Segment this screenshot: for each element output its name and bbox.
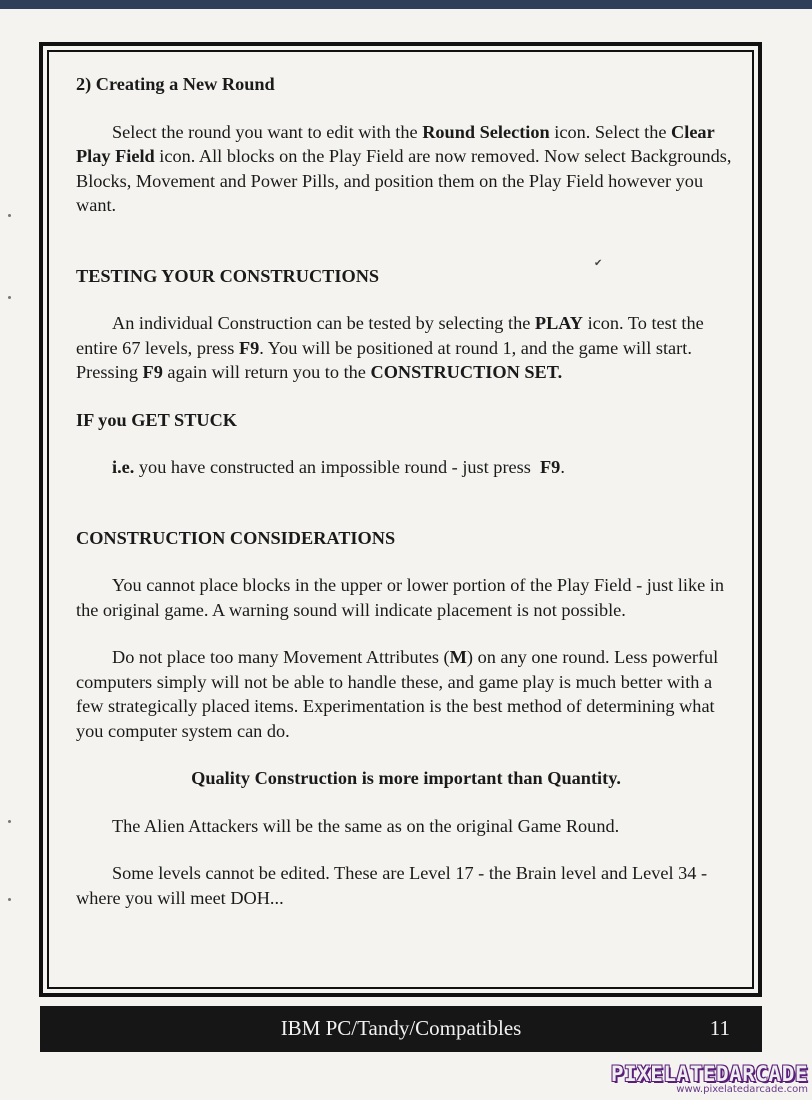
watermark — [611, 1062, 808, 1095]
footer-title: IBM PC/Tandy/Compatibles — [280, 1016, 522, 1040]
heading-considerations: CONSTRUCTION CONSIDERATIONS — [76, 527, 396, 548]
scan-speck — [8, 296, 11, 299]
heading-stuck: IF you GET STUCK — [76, 409, 238, 430]
paragraph-placement: You cannot place blocks in the upper or lower portion of the Play Field - just like in the original game. A warning sound will indicate placement is not possible. — [76, 575, 724, 620]
paragraph-testing: An individual Construction can be tested by selecting the PLAY icon. To test the entire 67 levels, press F9. You will be positioned at round 1, and the game will start. Pressing F9 again will return you to the CONSTRUCTION SET. — [76, 313, 704, 382]
watermark-logo: PIXELATEDARCADE — [610, 1062, 808, 1086]
paragraph-aliens: The Alien Attackers will be the same as on the original Game Round. — [112, 815, 620, 836]
paragraph-levels: Some levels cannot be edited. These are Level 17 - the Brain level and Level 34 - where you will meet DOH... — [76, 863, 708, 908]
page-number: 11 — [709, 1016, 730, 1040]
scan-speck — [8, 820, 11, 823]
paragraph-movement: Do not place too many Movement Attributes (M) on any one round. Less powerful computers simply will not be able to handle these, and game play is much better with a few strategically placed items. Experimentation is the best method of determining what you computer system can do. — [76, 647, 719, 741]
heading-testing: TESTING YOUR CONSTRUCTIONS — [76, 265, 380, 286]
paragraph-stuck: i.e. you have constructed an impossible round - just press F9. — [112, 457, 565, 477]
scan-speck — [8, 214, 11, 217]
page-content — [76, 72, 736, 910]
footer-bar — [40, 1006, 762, 1052]
heading-creating-round: 2) Creating a New Round — [76, 74, 275, 94]
scan-mark: ✔ — [594, 258, 603, 269]
watermark-url: www.pixelatedarcade.com — [676, 1084, 808, 1095]
scan-speck — [8, 898, 11, 901]
scan-top-edge — [0, 0, 812, 9]
emphasis-quality: Quality Construction is more important than Quantity. — [191, 768, 621, 788]
paragraph-creating-round: Select the round you want to edit with the Round Selection icon. Select the Clear Play Field icon. All blocks on the Play Field are now removed. Now select Backgrounds, Blocks, Movement and Power Pills, and position them on the Play Field however you want. — [76, 121, 732, 215]
